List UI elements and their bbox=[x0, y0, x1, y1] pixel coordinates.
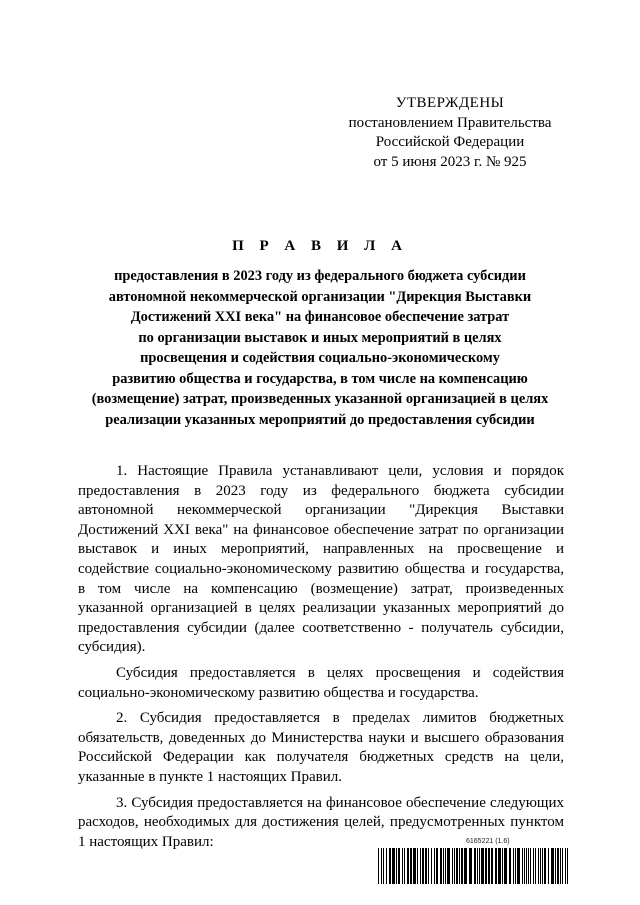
barcode-bar bbox=[398, 848, 400, 884]
barcode-bar bbox=[498, 848, 501, 884]
barcode-code: 6165221 (1.6) bbox=[466, 838, 510, 845]
barcode-bar bbox=[495, 848, 497, 884]
barcode-bar bbox=[557, 848, 559, 884]
barcode-bar bbox=[502, 848, 503, 884]
barcode-bar bbox=[464, 848, 467, 884]
barcode-bar bbox=[479, 848, 480, 884]
paragraph: 1. Настоящие Правила устанавливают цели, условия и порядок предоставления в 2023 году из федерального бюджета субсидии автономной некоммерческой организации "Дирекция Выставки Достижений XXI века" на финансовое обеспечение затрат по организации выставок и иных мероприятий, направленных на просвещение и содействие социально-экономическому развитию общества и государства, в том числе на компенсацию (возмещение) затрат, произведенных указанной организацией в целях реализации указанных мероприятий до предоставления субсидии (далее соответственно - получатель субсидии, субсидия). bbox=[78, 463, 564, 656]
barcode-bar bbox=[522, 848, 523, 884]
barcode-bar bbox=[488, 848, 490, 884]
barcode-bar bbox=[396, 848, 397, 884]
barcode-bar bbox=[445, 848, 446, 884]
barcode-bar bbox=[540, 848, 541, 884]
subtitle-line: автономной некоммерческой организации "Дирекция Выставки bbox=[108, 288, 532, 305]
barcode-bar bbox=[422, 848, 424, 884]
barcode-bar bbox=[383, 848, 384, 884]
barcode-bar bbox=[454, 848, 455, 884]
barcode-bar bbox=[544, 848, 546, 884]
barcode-bar bbox=[477, 848, 478, 884]
barcode-bar bbox=[517, 848, 520, 884]
paragraph: 2. Субсидия предоставляется в пределах лимитов бюджетных обязательств, доведенных до Министерства науки и высшего образования Российской Федерации как получателя бюджетных средств на цели, указанные в пункте 1 настоящих Правил. bbox=[78, 710, 564, 785]
barcode-bar bbox=[491, 848, 493, 884]
barcode-bar bbox=[378, 848, 379, 884]
barcode-bar bbox=[440, 848, 442, 884]
barcode-bar bbox=[548, 848, 549, 884]
subtitle-line: реализации указанных мероприятий до предоставления субсидии bbox=[105, 411, 535, 428]
document-body bbox=[78, 462, 564, 858]
approval-title: УТВЕРЖДЕНЫ bbox=[395, 95, 505, 111]
barcode-bar bbox=[504, 848, 507, 884]
barcode-bar bbox=[420, 848, 421, 884]
barcode-bar bbox=[452, 848, 453, 884]
barcode-bar bbox=[431, 848, 432, 884]
barcode-bar bbox=[509, 848, 511, 884]
approval-block bbox=[330, 94, 570, 172]
barcode-bar bbox=[565, 848, 566, 884]
barcode-bar bbox=[404, 848, 405, 884]
barcode-bar bbox=[413, 848, 416, 884]
barcode-bar bbox=[447, 848, 450, 884]
barcode-bar bbox=[410, 848, 412, 884]
barcode-bar bbox=[428, 848, 429, 884]
subtitle-line: Достижений XXI века" на финансовое обеспечение затрат bbox=[130, 309, 510, 325]
barcode-bar bbox=[551, 848, 554, 884]
barcode-bar bbox=[402, 848, 403, 884]
barcode-bar bbox=[485, 848, 487, 884]
subtitle-line: развитию общества и государства, в том числе на компенсацию bbox=[112, 370, 528, 387]
barcode-bar bbox=[443, 848, 444, 884]
barcode-bar bbox=[567, 848, 568, 884]
barcode-bar bbox=[528, 848, 529, 884]
barcode-bar bbox=[389, 848, 391, 884]
barcode-bar bbox=[434, 848, 435, 884]
barcode-bar bbox=[513, 848, 514, 884]
barcode-bar bbox=[481, 848, 484, 884]
barcode-bar bbox=[515, 848, 516, 884]
subtitle-line: (возмещение) затрат, произведенных указанной организацией в целях bbox=[91, 391, 549, 407]
approval-line-1: постановлением Правительства bbox=[348, 114, 552, 131]
barcode-bar bbox=[474, 848, 476, 884]
barcode-bar bbox=[533, 848, 534, 884]
approval-line-2: Российской Федерации bbox=[375, 134, 525, 150]
paragraph: 3. Субсидия предоставляется на финансовое обеспечение следующих расходов, необходимых для достижения целей, предусмотренных пунктом 1 настоящих Правил: bbox=[78, 794, 564, 850]
barcode-bar bbox=[459, 848, 460, 884]
approval-line-3: от 5 июня 2023 г. № 925 bbox=[373, 153, 527, 170]
barcode-bar bbox=[555, 848, 556, 884]
barcode-bar bbox=[560, 848, 561, 884]
subtitle-line: по организации выставок и иных мероприятий в целях bbox=[138, 329, 502, 346]
barcode-bar bbox=[526, 848, 527, 884]
barcode-image bbox=[378, 848, 568, 884]
barcode-bar bbox=[530, 848, 531, 884]
subtitle-line: просвещения и содействия социально-экономическому bbox=[140, 350, 500, 366]
barcode-bar bbox=[535, 848, 536, 884]
barcode-bar bbox=[392, 848, 395, 884]
barcode-bar bbox=[456, 848, 458, 884]
barcode-bar bbox=[417, 848, 418, 884]
barcode-bar bbox=[436, 848, 438, 884]
barcode-bar bbox=[407, 848, 409, 884]
document-title: П Р А В И Л А bbox=[232, 238, 408, 254]
barcode-bar bbox=[562, 848, 563, 884]
barcode-bar bbox=[425, 848, 427, 884]
barcode-bar bbox=[538, 848, 539, 884]
barcode-bar bbox=[469, 848, 472, 884]
barcode-bar bbox=[386, 848, 387, 884]
barcode-bar bbox=[524, 848, 525, 884]
paragraph: Субсидия предоставляется в целях просвещения и содействия социально-экономическому развитию общества и государства. bbox=[78, 664, 564, 701]
barcode-bar bbox=[381, 848, 382, 884]
document-subtitle bbox=[70, 266, 570, 430]
barcode-bar bbox=[542, 848, 543, 884]
subtitle-line: предоставления в 2023 году из федерального бюджета субсидии bbox=[114, 268, 526, 284]
barcode-bar bbox=[461, 848, 463, 884]
